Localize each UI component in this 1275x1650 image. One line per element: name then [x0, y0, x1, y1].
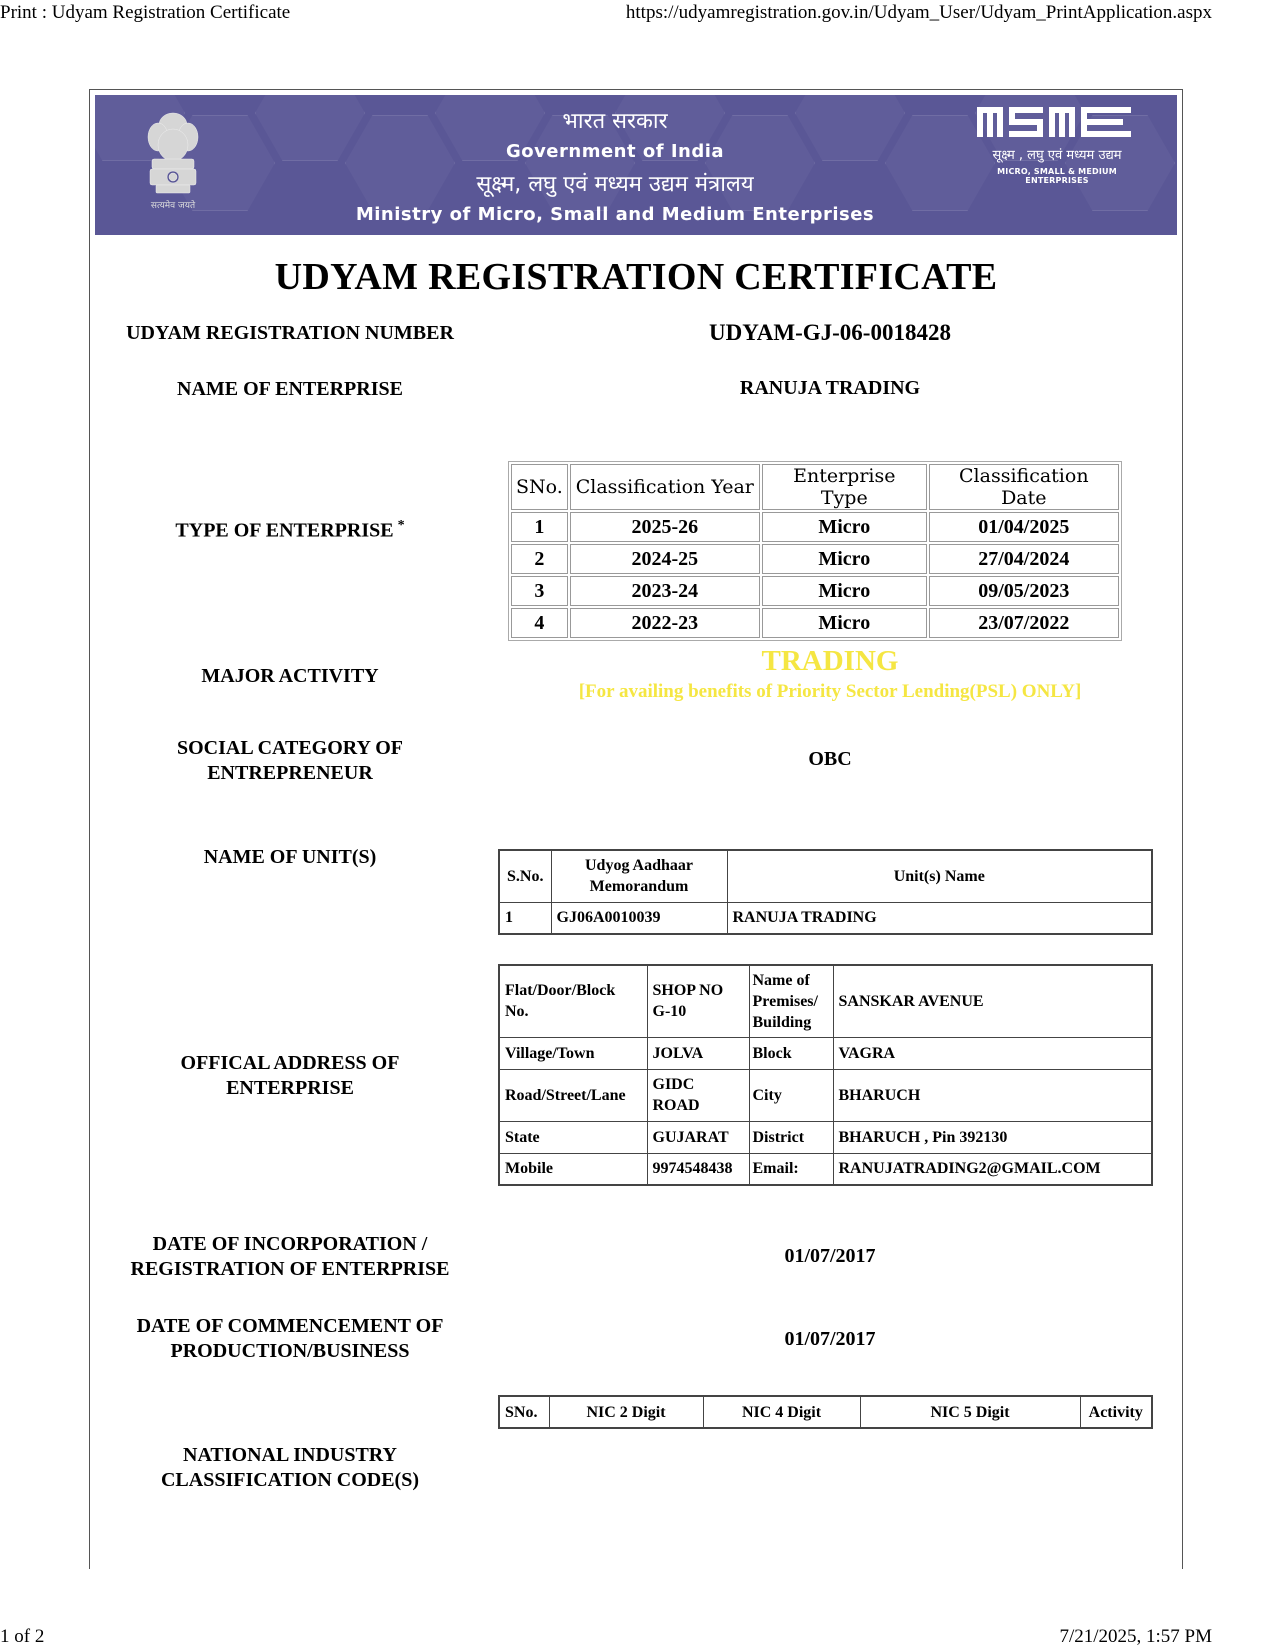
print-timestamp: 7/21/2025, 1:57 PM: [1059, 1626, 1212, 1647]
table-row: [499, 1069, 1152, 1121]
label-social-category: SOCIAL CATEGORY OF ENTREPRENEUR: [177, 737, 403, 784]
cell-field-label: State: [499, 1121, 647, 1153]
government-banner: [95, 95, 1177, 235]
table-row: [511, 608, 1119, 638]
col-header-classification-year: Classification Year: [570, 464, 760, 510]
address-table: [498, 964, 1153, 1186]
units-table: [498, 849, 1153, 935]
cell-udyog-aadhaar: GJ06A0010039: [551, 902, 727, 934]
value-reg-number: UDYAM-GJ-06-0018428: [709, 320, 951, 345]
table-row: [499, 902, 1152, 934]
cell-field-label: Road/Street/Lane: [499, 1069, 647, 1121]
col-header-activity: Activity: [1080, 1396, 1152, 1428]
label-type-text: TYPE OF ENTERPRISE: [175, 519, 394, 542]
label-official-address: OFFICAL ADDRESS OF ENTERPRISE: [180, 1052, 400, 1099]
english-govt-title: Government of India: [505, 141, 725, 162]
cell-year: 2023-24: [570, 576, 760, 606]
cell-date: 23/07/2022: [929, 608, 1119, 638]
cell-type: Micro: [762, 544, 927, 574]
table-header-row: [499, 1396, 1152, 1428]
table-header-row: [511, 464, 1119, 510]
cell-sno: 2: [511, 544, 568, 574]
label-type-of-enterprise: [105, 513, 475, 544]
cell-field-label: District: [749, 1121, 833, 1153]
cell-year: 2025-26: [570, 512, 760, 542]
value-enterprise-name: RANUJA TRADING: [739, 377, 921, 399]
col-header-nic-2-digit: NIC 2 Digit: [549, 1396, 703, 1428]
col-header-sno: SNo.: [511, 464, 568, 510]
cell-type: Micro: [762, 576, 927, 606]
cell-field-value: RANUJATRADING2@GMAIL.COM: [833, 1153, 1152, 1185]
col-header-nic-5-digit: NIC 5 Digit: [860, 1396, 1080, 1428]
print-title: Print : Udyam Registration Certificate: [0, 2, 291, 23]
cell-sno: 4: [511, 608, 568, 638]
table-row: [499, 965, 1152, 1037]
cell-field-label: Block: [749, 1037, 833, 1069]
col-header-nic-4-digit: NIC 4 Digit: [703, 1396, 860, 1428]
emblem-motto: सत्यमेव जयते: [150, 201, 196, 211]
table-row: [499, 1037, 1152, 1069]
table-header-row: [499, 850, 1152, 902]
table-row: [511, 576, 1119, 606]
cell-field-label: Name of Premises/ Building: [749, 965, 833, 1037]
classification-table: [508, 461, 1122, 641]
msme-logo-block: [972, 105, 1142, 185]
cell-unit-name: RANUJA TRADING: [727, 902, 1152, 934]
certificate-title: UDYAM REGISTRATION CERTIFICATE: [274, 256, 998, 298]
label-nic-codes: NATIONAL INDUSTRY CLASSIFICATION CODE(S): [160, 1444, 419, 1491]
value-major-activity: TRADING: [761, 645, 899, 677]
cell-field-label: City: [749, 1069, 833, 1121]
msme-logo-icon: [977, 105, 1137, 141]
cell-field-value: SANSKAR AVENUE: [833, 965, 1152, 1037]
cell-field-value: VAGRA: [833, 1037, 1152, 1069]
col-header-sno: S.No.: [499, 850, 551, 902]
cell-date: 09/05/2023: [929, 576, 1119, 606]
cell-field-value: BHARUCH: [833, 1069, 1152, 1121]
table-row: [499, 1121, 1152, 1153]
label-enterprise-name: NAME OF ENTERPRISE: [177, 378, 403, 400]
cell-year: 2022-23: [570, 608, 760, 638]
msme-subtitle: MICRO, SMALL & MEDIUM ENTERPRISES: [997, 167, 1117, 185]
table-row: [511, 512, 1119, 542]
label-date-commencement: DATE OF COMMENCEMENT OF PRODUCTION/BUSINESS: [136, 1315, 444, 1362]
cell-date: 27/04/2024: [929, 544, 1119, 574]
value-social-category: OBC: [808, 748, 852, 770]
cell-field-label: Email:: [749, 1153, 833, 1185]
cell-sno: 1: [499, 902, 551, 934]
table-row: [511, 544, 1119, 574]
table-row: [499, 1153, 1152, 1185]
cell-type: Micro: [762, 512, 927, 542]
print-url: https://udyamregistration.gov.in/Udyam_User/Udyam_PrintApplication.aspx: [625, 2, 1212, 23]
value-major-activity-note: [For availing benefits of Priority Sector Lending(PSL) ONLY]: [578, 681, 1082, 702]
cell-field-label: Mobile: [499, 1153, 647, 1185]
page-number: 1 of 2: [0, 1626, 45, 1647]
value-date-incorporation: 01/07/2017: [784, 1245, 876, 1267]
value-date-commencement: 01/07/2017: [784, 1328, 876, 1350]
cell-field-label: Village/Town: [499, 1037, 647, 1069]
cell-field-value: 9974548438: [647, 1153, 749, 1185]
cell-field-label: Flat/Door/Block No.: [499, 965, 647, 1037]
cell-date: 01/04/2025: [929, 512, 1119, 542]
print-footer: [0, 1626, 1275, 1650]
cell-field-value: JOLVA: [647, 1037, 749, 1069]
cell-type: Micro: [762, 608, 927, 638]
cell-year: 2024-25: [570, 544, 760, 574]
col-header-sno: SNo.: [499, 1396, 549, 1428]
cell-field-value: SHOP NO G-10: [647, 965, 749, 1037]
cell-field-value: BHARUCH , Pin 392130: [833, 1121, 1152, 1153]
label-name-of-units: NAME OF UNIT(S): [203, 846, 377, 868]
cell-field-value: GUJARAT: [647, 1121, 749, 1153]
col-header-enterprise-type: Enterprise Type: [762, 464, 927, 510]
cell-field-value: GIDC ROAD: [647, 1069, 749, 1121]
label-reg-number: UDYAM REGISTRATION NUMBER: [126, 322, 454, 344]
msme-hindi-text: सूक्ष्म , लघु एवं मध्यम उद्यम: [992, 148, 1122, 163]
print-header: [0, 2, 1275, 26]
col-header-unit-name: Unit(s) Name: [727, 850, 1152, 902]
hindi-ministry-title: सूक्ष्म, लघु एवं मध्यम उद्यम मंत्रालय: [476, 172, 754, 197]
col-header-udyog-aadhaar: Udyog Aadhaar Memorandum: [551, 850, 727, 902]
english-ministry-title: Ministry of Micro, Small and Medium Enterprises: [355, 204, 875, 225]
required-asterisk: *: [397, 518, 405, 533]
label-major-activity: MAJOR ACTIVITY: [201, 665, 379, 687]
nic-table: [498, 1395, 1153, 1429]
col-header-classification-date: Classification Date: [929, 464, 1119, 510]
hindi-govt-title: भारत सरकार: [562, 109, 668, 134]
cell-sno: 1: [511, 512, 568, 542]
label-date-incorporation: DATE OF INCORPORATION / REGISTRATION OF ENTERPRISE: [130, 1233, 450, 1280]
cell-sno: 3: [511, 576, 568, 606]
